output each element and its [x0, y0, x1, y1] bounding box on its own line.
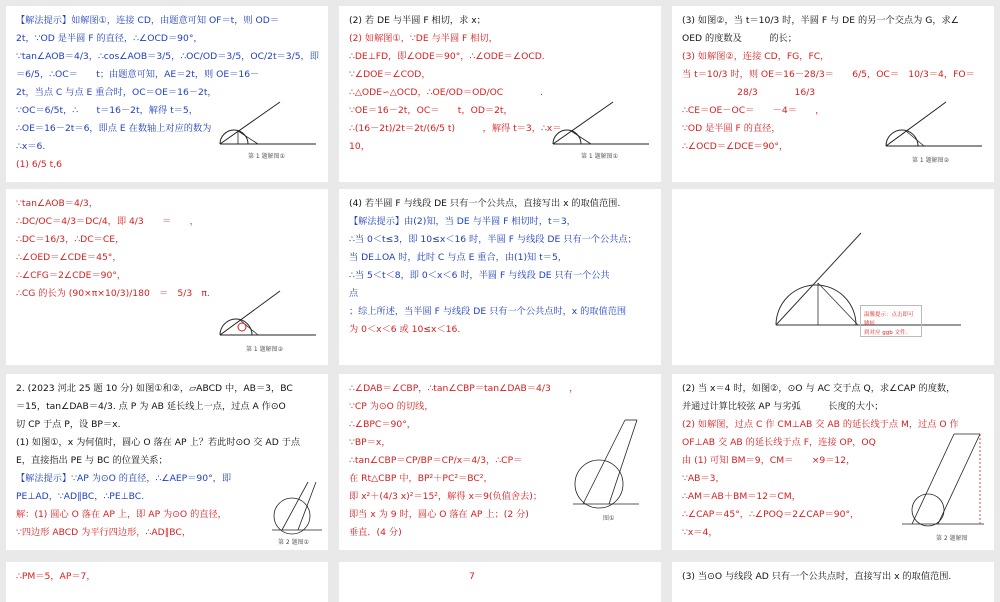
figure-caption: 第 1 题解图②	[246, 346, 284, 353]
text-line: ∴当 0＜t≤3，即 10≤x＜16 时，半圆 F 与线段 DE 只有一个公共点；	[349, 234, 637, 245]
text-line: ＝15，tan∠DAB＝4/3. 点 P 为 AB 延长线上一点，过点 A 作⊙O	[16, 401, 286, 412]
text-line: ∴DC/OC＝4/3＝DC/4，即 4/3 ＝ ，	[16, 216, 199, 227]
text-line: ∴DC＝16/3，∴DC＝CE，	[16, 234, 125, 245]
slide-2	[339, 6, 661, 182]
text-line: ∴CG 的长为 (90×π×10/3)/180 ＝ 5/3 π.	[16, 288, 210, 299]
text-line: ∴∠DAB＝∠CBP，∴tan∠CBP＝tan∠DAB＝4/3 ，	[349, 383, 579, 394]
text-line: (3) 如图②，当 t＝10/3 时，半圆 F 与 DE 的另一个交点为 G，求∠	[682, 15, 959, 26]
figure-caption: 图①	[603, 515, 615, 522]
text-line: E，直接指出 PE 与 BC 的位置关系；	[16, 455, 168, 466]
slide-7	[6, 374, 328, 550]
text-line: (1) 如图①，x 为何值时，圆心 O 落在 AP 上？若此时⊙O 交 AD 于点	[16, 437, 301, 448]
problem-2-figure-1	[268, 478, 326, 548]
text-line: ∴∠CFG＝2∠CDE＝90°，	[16, 270, 127, 281]
text-line: 即当 x 为 9 时，圆心 O 落在 AP 上；(2 分)	[349, 509, 529, 520]
text-line: 【解法提示】如解图①，连接 CD，由题意可知 OF＝t，则 OD＝	[16, 15, 280, 26]
slide-1	[6, 6, 328, 182]
slide-5	[339, 189, 661, 365]
hint-box[interactable]	[860, 305, 922, 337]
slide-3	[672, 6, 994, 182]
figure-1-diagram	[551, 98, 651, 162]
text-line: 在 Rt△CBP 中，BP²＋PC²＝BC²，	[349, 473, 493, 484]
text-line: 切 CP 于点 P，设 BP＝x.	[16, 419, 121, 430]
text-line: 解：(1) 圆心 O 落在 AP 上，即 AP 为⊙O 的直径，	[16, 509, 227, 520]
hint-text-2: 到对应 ggb 文件。	[864, 330, 911, 336]
figure-caption: 第 1 题解图②	[912, 157, 950, 164]
text-line: ∴△ODE∽△OCD，∴OE/OD＝OD/OC .	[349, 87, 543, 98]
figure-2-diagram	[884, 98, 984, 168]
slide-4	[6, 189, 328, 365]
figure-caption: 第 1 题解图①	[581, 153, 619, 160]
text-line: 28/3 16/3	[682, 87, 816, 98]
slide-6	[672, 189, 994, 365]
text-line: 即 x²＋(4/3 x)²＝15²，解得 x＝9(负值舍去)；	[349, 491, 543, 502]
problem-2-figure-1	[569, 414, 649, 524]
text-line: ∴∠BPC＝90°，	[349, 419, 416, 430]
text-line: 10，	[349, 141, 370, 152]
figure-caption: 第 1 题解图①	[248, 153, 286, 160]
figure-1-diagram	[218, 98, 318, 162]
text-line: OED 的度数及 的长；	[682, 33, 797, 44]
text-line: ∵tan∠AOB＝4/3，∴cos∠AOB＝3/5，∴OC/OD＝3/5，OC/2t＝3/5，即	[16, 51, 319, 62]
text-line: ∴当 5＜t＜8，即 0＜x＜6 时，半圆 F 与线段 DE 只有一个公共	[349, 270, 610, 281]
solution-line: 7	[469, 571, 475, 582]
text-line: 2t，当点 C 与点 E 重合时，OC＝OE＝16－2t，	[16, 87, 217, 98]
text-line: ∴∠OCD＝∠DCE＝90°，	[682, 141, 789, 152]
slide-8	[339, 374, 661, 550]
figure-2-diagram	[218, 287, 318, 357]
text-line: ∵OC＝6/5t，∴ t＝16－2t，解得 t＝5，	[16, 105, 198, 116]
text-line: ∵OE＝16－2t，OC＝ t，OD＝2t，	[349, 105, 513, 116]
text-line: ∴tan∠CBP＝CP/BP＝CP/x＝4/3，∴CP＝	[349, 455, 523, 466]
solution-text	[349, 195, 651, 339]
text-line: ∵∠DOE＝∠COD，	[349, 69, 431, 80]
text-line: 2. (2023 河北 25 题 10 分) 如图①和②，▱ABCD 中，AB＝3，BC	[16, 383, 293, 394]
text-line: 【解法提示】由(2)知，当 DE 与半圆 F 相切时，t＝3，	[349, 216, 576, 227]
text-line: 当 DE⊥OA 时，此时 C 与点 E 重合，由(1)知 t＝5，	[349, 252, 567, 263]
text-line: PE⊥AD，∵AD∥BC，∴PE⊥BC.	[16, 491, 145, 502]
slide-10	[6, 562, 328, 602]
text-line: ∵AB＝3，	[682, 473, 725, 484]
figure-caption: 第 2 题图①	[278, 539, 310, 546]
solution-line: ∴PM＝5，AP＝7，	[16, 571, 96, 582]
text-line: OF⊥AB 交 AB 的延长线于点 F，连接 OP，OQ	[682, 437, 876, 448]
text-line: 由 (1) 可知 BM＝9，CM＝ ×9＝12，	[682, 455, 856, 466]
text-line: 【解法提示】∵AP 为⊙O 的直径，∴∠AEP＝90°，即	[16, 473, 232, 484]
text-line: ；综上所述，当半圆 F 与线段 DE 只有一个公共点时，x 的取值范围	[349, 306, 627, 317]
text-line: 垂直．(4 分)	[349, 527, 402, 538]
figure-caption: 第 2 题解图	[936, 535, 968, 542]
text-line: (2) 如解图①，∵DE 与半圆 F 相切，	[349, 33, 498, 44]
text-line: ∵x＝4，	[682, 527, 718, 538]
slide-9	[672, 374, 994, 550]
text-line: 并通过计算比较弦 AP 与劣弧 长度的大小；	[682, 401, 884, 412]
text-line: (3) 如解图②，连接 CD，FG，FC，	[682, 51, 830, 62]
text-line: ∵CP 为⊙O 的切线，	[349, 401, 434, 412]
text-line: 为 0＜x＜6 或 10≤x＜16.	[349, 324, 461, 335]
hint-text-1: 温馨提示：点击即可跳转	[864, 312, 914, 327]
text-line: (2) 若 DE 与半圆 F 相切，求 x；	[349, 15, 486, 26]
text-line: 2t，∵OD 是半圆 F 的直径，∴∠OCD＝90°，	[16, 33, 203, 44]
text-line: ∴x＝6.	[16, 141, 46, 152]
text-line: ∴CE＝OE－OC＝ －4＝ ，	[682, 105, 825, 116]
text-line: 当 t＝10/3 时，则 OE＝16－28/3＝ 6/5，OC＝ 10/3＝4，FO＝	[682, 69, 975, 80]
text-line: ＝6/5，∴OC＝ t；由题意可知，AE＝2t，则 OE＝16－	[16, 69, 260, 80]
text-line: 点	[349, 288, 359, 299]
slide-11	[339, 562, 661, 602]
text-line: ∴(16－2t)/2t＝2t/(6/5 t) ，解得 t＝3，∴x＝	[349, 123, 562, 134]
text-line: ∵四边形 ABCD 为平行四边形，∴AD∥BC，	[16, 527, 192, 538]
text-line: ∵BP＝x，	[349, 437, 391, 448]
slide-12	[672, 562, 994, 602]
text-line: ∵OD 是半圆 F 的直径，	[682, 123, 781, 134]
text-line: (1) 6/5 t,6	[16, 159, 63, 170]
text-line: (2) 当 x＝4 时，如图②，⊙O 与 AC 交于点 Q，求∠CAP 的度数，	[682, 383, 956, 394]
text-line: (2) 如解图，过点 C 作 CM⊥AB 交 AB 的延长线于点 M，过点 O 作	[682, 419, 959, 430]
text-line: ∴OE＝16－2t＝6，即点 E 在数轴上对应的数为	[16, 123, 212, 134]
text-line: ∴AM＝AB＋BM＝12＝CM，	[682, 491, 801, 502]
text-line: ∵tan∠AOB＝4/3，	[16, 198, 98, 209]
text-line: ∴∠OED＝∠CDE＝45°，	[16, 252, 122, 263]
text-line: ∴∠CAP＝45°，∴∠POQ＝2∠CAP＝90°，	[682, 509, 860, 520]
problem-line: (3) 当⊙O 与线段 AD 只有一个公共点时，直接写出 x 的取值范围.	[682, 571, 952, 582]
text-line: (4) 若半圆 F 与线段 DE 只有一个公共点，直接写出 x 的取值范围.	[349, 198, 621, 209]
text-line: ∴DE⊥FD，即∠ODE＝90°，∴∠ODE＝∠OCD.	[349, 51, 545, 62]
problem-2-figure-2	[898, 430, 988, 546]
